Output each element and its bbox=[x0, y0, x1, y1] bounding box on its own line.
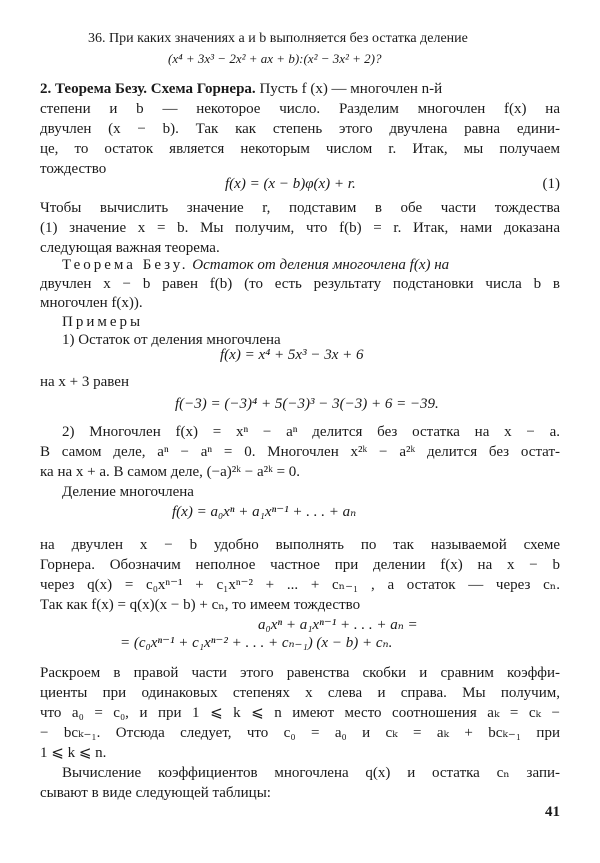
paragraph-5-line-1: Вычисление коэффициентов многочлена q(x) и остатка cₙ запи- bbox=[62, 765, 560, 781]
paragraph-4-line-4: − bcₖ₋₁. Отсюда следует, что c₀ = a₀ и cₖ = aₖ + bcₖ₋₁ при bbox=[40, 725, 560, 741]
example-2-line-2: В самом деле, aⁿ − aⁿ = 0. Многочлен x²ᵏ − a²ᵏ делится без остат- bbox=[40, 444, 560, 460]
paragraph-1-line-5: тождество bbox=[40, 161, 107, 177]
paragraph-5-line-2: сывают в виде следующей таблицы: bbox=[40, 785, 271, 801]
general-polynomial: f(x) = a₀xⁿ + a₁xⁿ⁻¹ + . . . + aₙ bbox=[172, 504, 357, 520]
example-1-condition: на x + 3 равен bbox=[40, 374, 129, 390]
example-2-line-3: ка на x + a. В самом деле, (−a)²ᵏ − a²ᵏ = 0. bbox=[40, 464, 301, 480]
paragraph-2-line-1: Чтобы вычислить значение r, подставим в обе части тождества bbox=[40, 200, 560, 216]
examples-label: Примеры bbox=[62, 314, 144, 330]
paragraph-1-line-3: двучлен (x − b). Так как степень этого двучлена равна едини- bbox=[40, 121, 560, 137]
example-1-calculation: f(−3) = (−3)⁴ + 5(−3)³ − 3(−3) + 6 = −39. bbox=[175, 396, 439, 412]
theorem-text-1: Остаток от деления многочлена f(x) на bbox=[192, 257, 450, 273]
section-heading-line bbox=[40, 80, 442, 98]
paragraph-1-line-2: степени и b — некоторое число. Разделим многочлен f(x) на bbox=[40, 101, 560, 117]
example-1-intro: 1) Остаток от деления многочлена bbox=[62, 332, 281, 348]
theorem-line-1 bbox=[62, 256, 449, 274]
exercise-36-formula: (x⁴ + 3x³ − 2x² + ax + b):(x² − 3x² + 2)? bbox=[168, 51, 382, 66]
paragraph-3-line-3: через q(x) = c₀xⁿ⁻¹ + c₁xⁿ⁻² + ... + cₙ₋₁ , а остаток — через cₙ. bbox=[40, 577, 560, 593]
paragraph-4-line-1: Раскроем в правой части этого равенства скобки и сравним коэффи- bbox=[40, 665, 560, 681]
paragraph-4-line-3: что a₀ = c₀, и при 1 ⩽ k ⩽ n имеют место соотношения aₖ = cₖ − bbox=[40, 705, 560, 721]
theorem-line-2: двучлен x − b равен f(b) (то есть результату подстановки числа b в bbox=[40, 276, 560, 292]
paragraph-3-line-1: на двучлен x − b удобно выполнять по так называемой схеме bbox=[40, 537, 560, 553]
equation-1-number: (1) bbox=[542, 176, 560, 192]
paragraph-1-line-1: Пусть f (x) — многочлен n-й bbox=[259, 81, 443, 97]
identity-line-1: a₀xⁿ + a₁xⁿ⁻¹ + . . . + aₙ = bbox=[258, 617, 418, 633]
example-1-polynomial: f(x) = x⁴ + 5x³ − 3x + 6 bbox=[220, 347, 364, 363]
page-number: 41 bbox=[545, 804, 560, 820]
theorem-line-3: многочлен f(x)). bbox=[40, 295, 143, 311]
example-2-line-1: 2) Многочлен f(x) = xⁿ − aⁿ делится без остатка на x − a. bbox=[62, 424, 560, 440]
division-intro: Деление многочлена bbox=[62, 484, 194, 500]
theorem-label: Теорема Безу. bbox=[62, 257, 189, 273]
paragraph-4-line-5: 1 ⩽ k ⩽ n. bbox=[40, 745, 107, 761]
paragraph-1-line-4: це, то остаток является некоторым числом r. Итак, мы получаем bbox=[40, 141, 560, 157]
equation-1: f(x) = (x − b)φ(x) + r. bbox=[225, 176, 356, 192]
paragraph-3-line-2: Горнера. Обозначим неполное частное при делении f(x) на x − b bbox=[40, 557, 560, 573]
paragraph-3-line-4: Так как f(x) = q(x)(x − b) + cₙ, то имеем тождество bbox=[40, 597, 361, 613]
section-heading: 2. Теорема Безу. Схема Горнера. bbox=[40, 81, 256, 97]
paragraph-2-line-2: (1) значение x = b. Мы получим, что f(b) = r. Итак, нами доказана bbox=[40, 220, 560, 236]
paragraph-4-line-2: циенты при одинаковых степенях x слева и справа. Мы получим, bbox=[40, 685, 560, 701]
paragraph-2-line-3: следующая важная теорема. bbox=[40, 240, 220, 256]
identity-line-2: = (c₀xⁿ⁻¹ + c₁xⁿ⁻² + . . . + cₙ₋₁) (x − b) + cₙ. bbox=[120, 635, 393, 651]
exercise-36: 36. При каких значениях a и b выполняется без остатка деление bbox=[88, 31, 468, 46]
